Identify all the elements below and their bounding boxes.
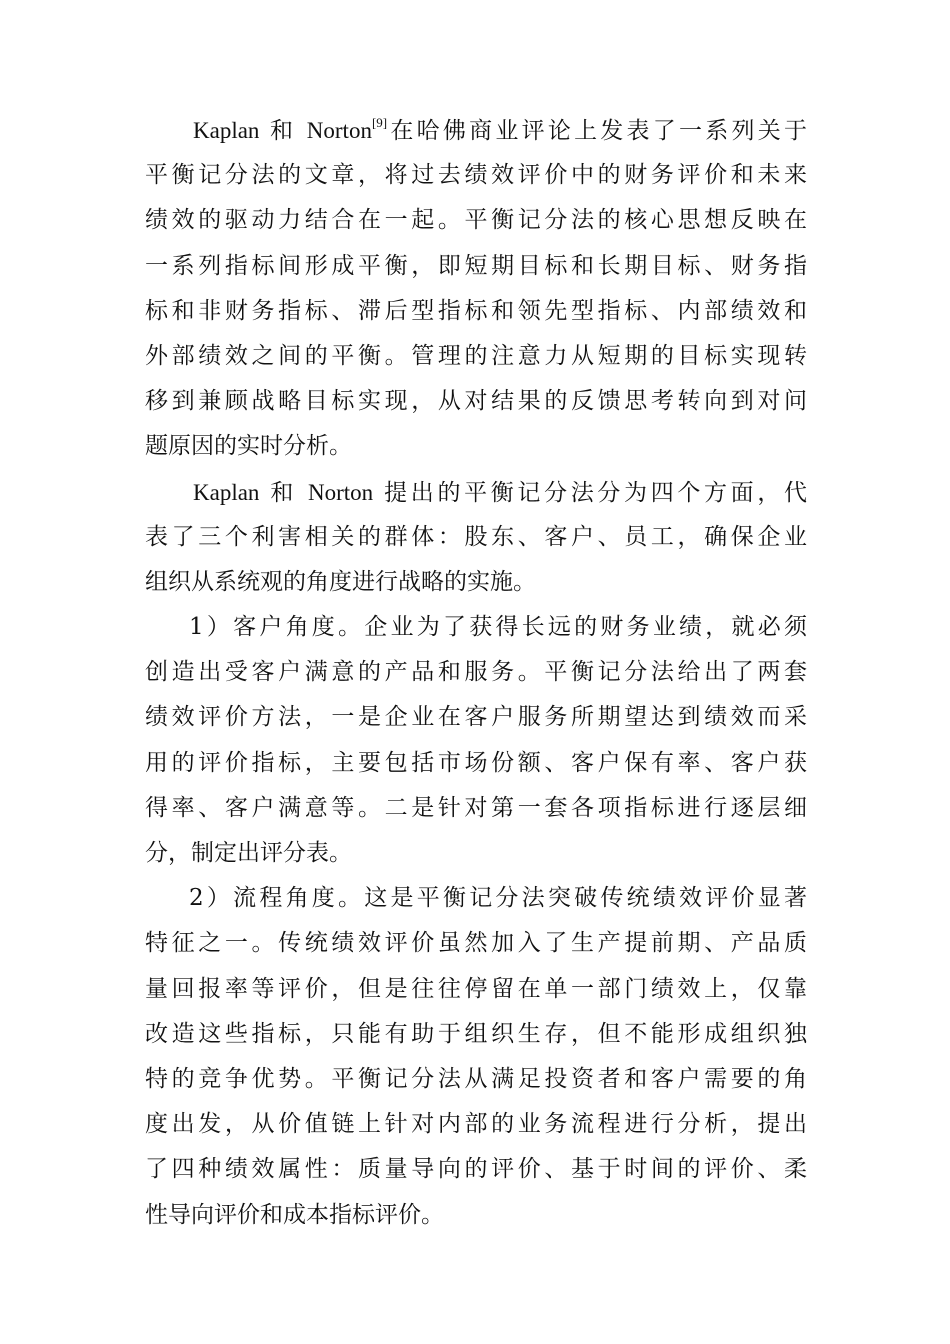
text-fragment: 提出的平衡记分法分为四个方面，代: [373, 479, 807, 506]
text-line: 创造出受客户满意的产品和服务。平衡记分法给出了两套: [145, 659, 807, 686]
text-line: [145, 470, 807, 515]
document-page: [145, 108, 807, 1238]
text-line: 标和非财务指标、滞后型指标和领先型指标、内部绩效和: [145, 297, 807, 324]
text-line: 得率、客户满意等。二是针对第一套各项指标进行逐层细: [145, 794, 807, 821]
text-line: 用的评价指标，主要包括市场份额、客户保有率、客户获: [145, 749, 807, 776]
author-name: Kaplan: [193, 479, 260, 505]
text-line: 一系列指标间形成平衡，即短期目标和长期目标、财务指: [145, 252, 807, 279]
paragraph-four-perspectives: [145, 470, 807, 606]
text-line: 特的竞争优势。平衡记分法从满足投资者和客户需要的角: [145, 1065, 807, 1092]
text-line: 改造这些指标，只能有助于组织生存，但不能形成组织独: [145, 1020, 807, 1047]
text-line: 2）流程角度。这是平衡记分法突破传统绩效评价显著: [189, 885, 807, 912]
author-name: Norton: [308, 479, 374, 505]
conjunction: 和: [259, 479, 309, 506]
paragraph-kaplan-norton-intro: [145, 108, 807, 470]
text-line: 组织从系统观的角度进行战略的实施。: [145, 568, 536, 595]
text-fragment: 在哈佛商业评论上发表了一系列关于: [387, 118, 808, 144]
text-line: 绩效的驱动力结合在一起。平衡记分法的核心思想反映在: [145, 207, 807, 234]
text-line: 绩效评价方法，一是企业在客户服务所期望达到绩效而采: [145, 704, 807, 731]
author-name: Norton: [306, 118, 372, 143]
author-name: Kaplan: [193, 118, 260, 143]
text-line: 了四种绩效属性：质量导向的评价、基于时间的评价、柔: [145, 1156, 807, 1183]
text-line: 性导向评价和成本指标评价。: [145, 1201, 444, 1228]
text-line: 表了三个利害相关的群体：股东、客户、员工，确保企业: [145, 523, 807, 550]
text-line: 分，制定出评分表。: [145, 840, 352, 866]
text-line: 题原因的实时分析。: [145, 433, 352, 460]
text-line: 1）客户角度。企业为了获得长远的财务业绩，就必须: [189, 614, 807, 641]
citation-reference[interactable]: [9]: [371, 115, 388, 130]
text-line: 量回报率等评价，但是往往停留在单一部门绩效上，仅靠: [145, 975, 807, 1002]
text-line: 外部绩效之间的平衡。管理的注意力从短期的目标实现转: [145, 342, 807, 369]
text-line: 特征之一。传统绩效评价虽然加入了生产提前期、产品质: [145, 930, 807, 957]
text-line: [145, 108, 807, 153]
text-line: 平衡记分法的文章，将过去绩效评价中的财务评价和未来: [145, 162, 807, 189]
paragraph-customer-perspective: [145, 605, 807, 876]
conjunction: 和: [259, 118, 307, 144]
paragraph-process-perspective: [145, 876, 807, 1238]
text-line: 移到兼顾战略目标实现，从对结果的反馈思考转向到对问: [145, 388, 807, 415]
text-line: 度出发，从价值链上针对内部的业务流程进行分析，提出: [145, 1111, 807, 1138]
